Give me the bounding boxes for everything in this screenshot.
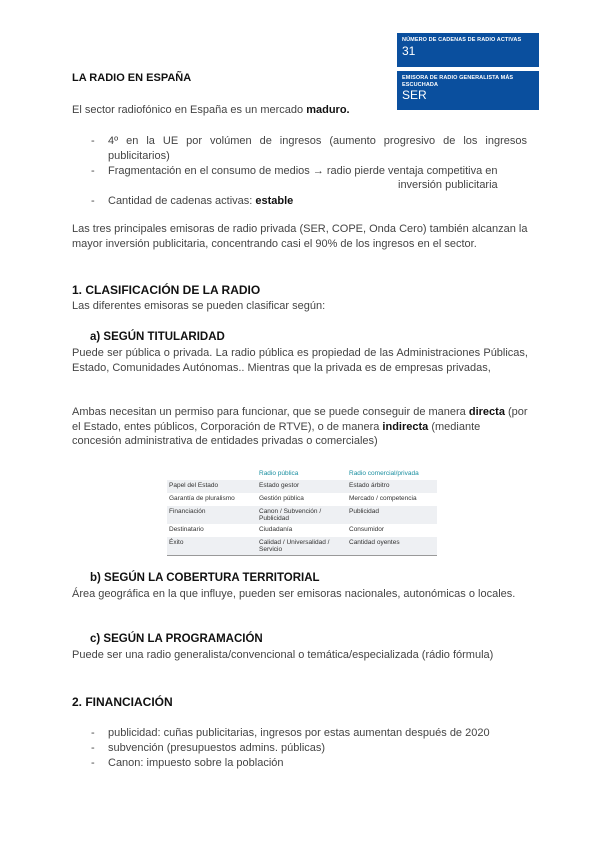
paragraph-cobertura: Área geográfica en la que influye, pueden ser emisoras nacionales, autonómicas o locales. [72,588,516,600]
table-row [167,506,437,524]
section-heading-financiacion: 2. FINANCIACIÓN [72,695,173,709]
page-title: LA RADIO EN ESPAÑA [72,72,192,84]
stat-value: 31 [402,43,416,58]
bullet-text: Canon: impuesto sobre la población [108,757,284,769]
subsection-heading-programacion: c) SEGÚN LA PROGRAMACIÓN [90,633,263,645]
table-cell: Estado gestor [257,480,347,493]
table-cell: Mercado / competencia [349,495,417,502]
paragraph-programacion: Puede ser una radio generalista/convencional o temática/especializada (rádio fórmula) [72,649,494,661]
intro-bold: maduro. [306,104,350,116]
bullet-text: 4º en la UE por volúmen de ingresos (aumento progresivo de los ingresos publicitarios) [108,135,527,162]
permiso-text-2: (por el Estado, entes públicos, Corporación de RTVE), o de manera [72,406,528,433]
bullet-dash: - [91,165,95,177]
comparison-table [167,466,437,556]
table-cell: Canon / Subvención / Publicidad [257,506,347,524]
bullet-text: subvención (presupuestos admins. públicas) [108,742,326,754]
table-cell: Cantidad oyentes [347,537,437,556]
subsection-heading-titularidad: a) SEGÚN TITULARIDAD [90,331,225,343]
table-row [167,537,437,556]
bullet-continuation: inversión publicitaria [398,179,498,191]
section-heading-clasificacion: 1. CLASIFICACIÓN DE LA RADIO [72,283,261,297]
table-cell: Consumidor [349,526,385,533]
table-cell: Garantía de pluralismo [169,495,235,502]
table-cell: Estado árbitro [347,480,437,493]
bullet-text: publicidad: cuñas publicitarias, ingresos por estas aumentan después de 2020 [108,727,490,739]
table-cell: Financiación [167,506,257,524]
table-cell: Papel del Estado [167,480,257,493]
paragraph-permiso [72,405,528,449]
stat-box-cadenas [397,33,539,67]
bullet-text: Fragmentación en el consumo de medios → radio pierde ventaja competitiva en [108,165,498,177]
table-cell: Publicidad [347,506,437,524]
section-intro: Las diferentes emisoras se pueden clasificar según: [72,300,326,312]
bullet-dash: - [91,727,95,739]
subsection-heading-cobertura: b) SEGÚN LA COBERTURA TERRITORIAL [90,572,320,584]
bullet-dash: - [91,195,95,207]
table-row [167,524,437,537]
bullet-dash: - [91,757,95,769]
paragraph-titularidad: Puede ser pública o privada. La radio pública es propiedad de las Administraciones Públicas, Estado, Comunidades Autónomas.. Mientras que la privada es de empresas privadas, [72,347,528,374]
table-cell: Ciudadanía [259,526,293,533]
table-cell: Calidad / Universalidad / Servicio [257,537,347,556]
permiso-text-1: Ambas necesitan un permiso para funcionar, que se puede conseguir de manera [72,406,469,418]
table-cell: Gestión pública [259,495,304,502]
stat-label: EMISORA DE RADIO GENERALISTA MÁS ESCUCHADA [402,75,514,88]
bullet-dash: - [91,135,95,147]
stat-box-emisora [397,71,539,110]
bullet-dash: - [91,742,95,754]
stat-value: SER [402,88,427,102]
stat-label: NÚMERO DE CADENAS DE RADIO ACTIVAS [402,37,522,43]
table-header: Radio comercial/privada [349,469,419,477]
table-cell: Destinatario [169,526,204,533]
permiso-bold-directa: directa [468,406,505,418]
paragraph-tres-emisoras: Las tres principales emisoras de radio privada (SER, COPE, Onda Cero) también alcanzan la mayor inversión publicitaria, concentrando casi el 90% de los ingresos en el sector. [72,223,528,250]
intro-text: El sector radiofónico en España es un mercado [72,104,307,116]
table-row [167,480,437,493]
bullet-estable-bold: estable [255,195,294,207]
table-header: Radio pública [259,469,299,477]
permiso-text-3: (mediante concesión administrativa de entidades privadas o comerciales) [72,420,481,447]
table-header-row [167,466,437,480]
table-row [167,493,437,506]
intro-paragraph [72,103,350,118]
permiso-bold-indirecta: indirecta [382,420,429,433]
table-header [167,466,257,480]
bullet-text [108,194,293,209]
bullet-estable-text: Cantidad de cadenas activas: [108,195,256,207]
table-cell: Éxito [167,537,257,556]
